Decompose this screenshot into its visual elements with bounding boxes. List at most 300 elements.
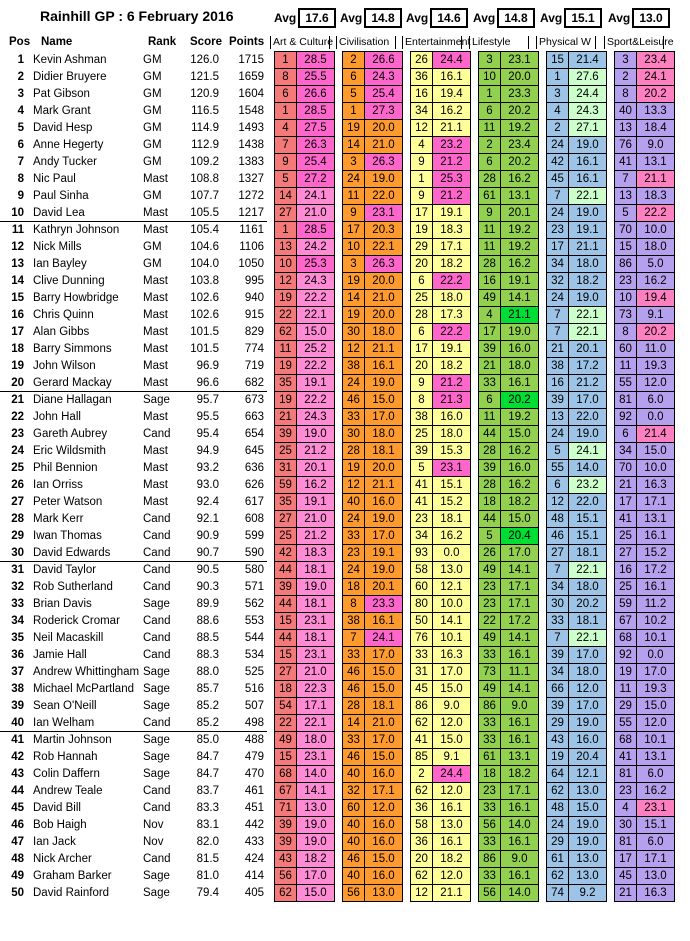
- rank-cell: Sage: [141, 732, 179, 749]
- category-score-cell: 19.4: [433, 86, 471, 103]
- category-rank-cell: 12: [411, 120, 433, 137]
- category-score-cell: 21.0: [365, 290, 403, 307]
- spacer: [335, 171, 343, 188]
- table-row: [0, 562, 675, 579]
- category-score-cell: 26.3: [365, 154, 403, 171]
- pos-cell: 24: [11, 445, 24, 457]
- category-rank-cell: 6: [479, 392, 501, 409]
- category-rank-cell: 30: [343, 324, 365, 341]
- category-score-cell: 11.0: [637, 341, 675, 358]
- category-score-cell: 19.0: [569, 715, 607, 732]
- category-rank-cell: 23: [343, 545, 365, 562]
- spacer: [267, 188, 275, 205]
- category-rank-cell: 25: [411, 290, 433, 307]
- spacer: [471, 103, 479, 120]
- category-rank-cell: 25: [275, 443, 297, 460]
- category-rank-cell: 24: [547, 137, 569, 154]
- category-rank-cell: 43: [547, 732, 569, 749]
- points-cell: 626: [244, 479, 264, 491]
- category-score-cell: 18.1: [365, 443, 403, 460]
- category-score-cell: 16.2: [637, 783, 675, 800]
- score-cell: 105.4: [179, 222, 223, 239]
- category-score-cell: 20.1: [569, 341, 607, 358]
- spacer: [267, 851, 275, 868]
- category-score-cell: 15.0: [501, 426, 539, 443]
- category-score-cell: 18.1: [365, 698, 403, 715]
- category-score-cell: 21.2: [433, 375, 471, 392]
- category-score-cell: 14.1: [501, 290, 539, 307]
- category-rank-cell: 44: [275, 562, 297, 579]
- category-score-cell: 21.2: [433, 154, 471, 171]
- rank-cell: GM: [143, 139, 162, 151]
- category-score-cell: 24.1: [365, 630, 403, 647]
- category-score-cell: 11.2: [637, 596, 675, 613]
- category-rank-cell: 38: [343, 613, 365, 630]
- pos-cell: 41: [0, 732, 30, 749]
- category-score-cell: 13.0: [433, 562, 471, 579]
- pos-cell: 13: [11, 258, 24, 270]
- category-score-cell: 15.1: [569, 528, 607, 545]
- category-score-cell: 18.2: [297, 851, 335, 868]
- category-rank-cell: 9: [411, 375, 433, 392]
- spacer: [539, 885, 547, 902]
- table-row: [0, 426, 675, 443]
- pos-cell: 47: [11, 836, 24, 848]
- spacer: [267, 154, 275, 171]
- table-row: [0, 239, 675, 256]
- category-rank-cell: 7: [615, 171, 637, 188]
- category-score-cell: 25.4: [297, 154, 335, 171]
- spacer: [539, 409, 547, 426]
- table-row: [0, 154, 675, 171]
- score-cell: 96.6: [196, 376, 219, 389]
- category-rank-cell: 49: [479, 290, 501, 307]
- category-score-cell: 12.0: [433, 868, 471, 885]
- score-cell: 104.6: [190, 241, 219, 253]
- pos-cell: 20: [11, 376, 24, 389]
- category-score-cell: 20.2: [637, 86, 675, 103]
- category-score-cell: 23.1: [637, 800, 675, 817]
- category-rank-cell: 46: [343, 681, 365, 698]
- category-rank-cell: 18: [275, 681, 297, 698]
- spacer: [607, 834, 615, 851]
- category-rank-cell: 16: [479, 273, 501, 290]
- category-score-cell: 21.2: [297, 443, 335, 460]
- category-score-cell: 14.1: [433, 613, 471, 630]
- category-rank-cell: 10: [275, 256, 297, 273]
- category-rank-cell: 21: [615, 885, 637, 902]
- category-score-cell: 17.0: [569, 698, 607, 715]
- category-rank-cell: 8: [615, 324, 637, 341]
- category-score-cell: 12.0: [637, 715, 675, 732]
- points-cell: 562: [244, 598, 264, 610]
- rank-cell: Cand: [143, 546, 171, 559]
- spacer: [403, 222, 411, 239]
- category-rank-cell: 41: [615, 154, 637, 171]
- rank-cell: Sage: [143, 870, 170, 882]
- category-score-cell: 19.0: [569, 290, 607, 307]
- category-rank-cell: 61: [547, 851, 569, 868]
- category-rank-cell: 5: [343, 86, 365, 103]
- pos-cell: 26: [11, 479, 24, 491]
- category-rank-cell: 92: [615, 409, 637, 426]
- spacer: [403, 52, 411, 69]
- spacer: [267, 460, 275, 477]
- pos-cell: 30: [11, 546, 24, 559]
- spacer: [539, 341, 547, 358]
- spacer: [267, 783, 275, 800]
- category-rank-cell: 62: [547, 783, 569, 800]
- score-cell: 88.6: [196, 615, 219, 627]
- score-cell: 105.5: [190, 206, 219, 219]
- spacer: [539, 834, 547, 851]
- score-cell: 112.9: [191, 139, 219, 151]
- spacer: [607, 137, 615, 154]
- category-score-cell: 18.0: [433, 426, 471, 443]
- category-score-cell: 21.0: [297, 511, 335, 528]
- category-score-cell: 22.0: [569, 409, 607, 426]
- spacer: [403, 630, 411, 647]
- spacer: [403, 205, 411, 222]
- category-rank-cell: 86: [479, 851, 501, 868]
- category-score-cell: 0.0: [637, 409, 675, 426]
- category-score-cell: 20.2: [501, 154, 539, 171]
- spacer: [471, 562, 479, 579]
- table-row: [0, 290, 675, 307]
- category-rank-cell: 2: [615, 69, 637, 86]
- avg-label: Avg: [540, 11, 563, 25]
- category-score-cell: 20.4: [569, 749, 607, 766]
- pos-cell: 49: [11, 870, 24, 882]
- spacer: [471, 273, 479, 290]
- category-score-cell: 14.0: [501, 817, 539, 834]
- category-rank-cell: 11: [615, 681, 637, 698]
- category-rank-cell: 24: [547, 817, 569, 834]
- category-score-cell: 17.0: [297, 868, 335, 885]
- spacer: [539, 868, 547, 885]
- name-cell: John Wilson: [33, 360, 96, 372]
- category-rank-cell: 33: [479, 800, 501, 817]
- category-rank-cell: 6: [479, 103, 501, 120]
- name-cell: David Edwards: [33, 546, 111, 559]
- category-score-cell: 24.1: [297, 188, 335, 205]
- spacer: [471, 681, 479, 698]
- points-cell: 636: [244, 462, 264, 474]
- table-row: [0, 664, 675, 681]
- category-score-cell: 13.1: [637, 511, 675, 528]
- spacer: [539, 630, 547, 647]
- category-rank-cell: 35: [275, 494, 297, 511]
- category-score-cell: 19.0: [569, 834, 607, 851]
- category-score-cell: 16.2: [433, 528, 471, 545]
- category-score-cell: 17.0: [365, 732, 403, 749]
- category-score-cell: 21.2: [569, 375, 607, 392]
- spacer: [403, 103, 411, 120]
- spacer: [267, 715, 275, 732]
- spacer: [335, 239, 343, 256]
- category-score-cell: 15.0: [433, 681, 471, 698]
- spacer: [539, 783, 547, 800]
- spacer: [403, 545, 411, 562]
- spacer: [335, 120, 343, 137]
- name-cell: Peter Watson: [33, 496, 103, 508]
- name-cell: Brian Davis: [33, 598, 92, 610]
- name-cell: David Bill: [33, 802, 81, 814]
- score-cell: 88.3: [196, 649, 219, 661]
- category-score-cell: 22.1: [297, 307, 335, 324]
- spacer: [539, 324, 547, 341]
- category-score-cell: 18.2: [501, 766, 539, 783]
- category-score-cell: 23.1: [297, 749, 335, 766]
- category-rank-cell: 11: [479, 409, 501, 426]
- pos-cell: 33: [11, 598, 24, 610]
- spacer: [607, 392, 615, 409]
- category-score-cell: 16.1: [637, 579, 675, 596]
- spacer: [335, 69, 343, 86]
- category-score-cell: 6.0: [637, 766, 675, 783]
- category-score-cell: 24.3: [297, 273, 335, 290]
- category-name-civilisation: Civilisation: [336, 36, 396, 49]
- category-score-cell: 9.0: [637, 137, 675, 154]
- category-rank-cell: 42: [275, 545, 297, 562]
- points-cell: 940: [244, 292, 264, 304]
- category-score-cell: 25.4: [365, 86, 403, 103]
- spacer: [539, 307, 547, 324]
- category-rank-cell: 13: [615, 120, 637, 137]
- category-score-cell: 19.1: [569, 222, 607, 239]
- score-cell: 109.2: [190, 156, 219, 168]
- category-score-cell: 21.3: [433, 392, 471, 409]
- category-score-cell: 27.2: [297, 171, 335, 188]
- category-score-cell: 16.1: [501, 800, 539, 817]
- spacer: [471, 86, 479, 103]
- category-score-cell: 19.0: [365, 511, 403, 528]
- category-rank-cell: 33: [479, 375, 501, 392]
- spacer: [471, 205, 479, 222]
- category-score-cell: 14.0: [569, 460, 607, 477]
- category-rank-cell: 29: [547, 715, 569, 732]
- category-score-cell: 17.0: [637, 664, 675, 681]
- pos-cell: 28: [11, 513, 24, 525]
- category-score-cell: 19.0: [297, 426, 335, 443]
- category-score-cell: 27.5: [297, 120, 335, 137]
- spacer: [403, 868, 411, 885]
- category-score-cell: 20.1: [501, 205, 539, 222]
- avg-label: Avg: [608, 11, 631, 25]
- category-name-lifestyle: Lifestyle: [469, 36, 529, 49]
- spacer: [539, 460, 547, 477]
- category-score-cell: 18.1: [569, 545, 607, 562]
- category-rank-cell: 24: [343, 511, 365, 528]
- spacer: [607, 154, 615, 171]
- table-row: [0, 392, 675, 409]
- spacer: [539, 120, 547, 137]
- spacer: [335, 800, 343, 817]
- spacer: [267, 103, 275, 120]
- category-rank-cell: 45: [411, 681, 433, 698]
- score-cell: 95.5: [196, 411, 219, 423]
- category-score-cell: 18.0: [297, 732, 335, 749]
- category-score-cell: 0.0: [637, 647, 675, 664]
- spacer: [267, 341, 275, 358]
- category-score-cell: 19.0: [569, 426, 607, 443]
- category-rank-cell: 62: [275, 885, 297, 902]
- spacer: [471, 528, 479, 545]
- rank-cell: Cand: [143, 785, 171, 797]
- category-rank-cell: 6: [547, 477, 569, 494]
- table-row: [0, 324, 675, 341]
- category-rank-cell: 73: [479, 664, 501, 681]
- spacer: [267, 681, 275, 698]
- spacer: [471, 511, 479, 528]
- category-rank-cell: 5: [275, 171, 297, 188]
- category-score-cell: 19.1: [501, 273, 539, 290]
- name-cell: Gareth Aubrey: [33, 428, 108, 440]
- pos-cell: 4: [17, 105, 24, 117]
- category-score-cell: 17.1: [297, 698, 335, 715]
- score-cell: 90.3: [196, 581, 219, 593]
- spacer: [539, 443, 547, 460]
- category-score-cell: 19.0: [365, 375, 403, 392]
- avg-entertainment: [402, 6, 462, 30]
- score-cell: 102.6: [190, 309, 219, 321]
- points-cell: 915: [244, 309, 264, 321]
- category-rank-cell: 2: [479, 137, 501, 154]
- category-rank-cell: 38: [411, 409, 433, 426]
- category-score-cell: 15.0: [501, 511, 539, 528]
- category-score-cell: 22.2: [433, 324, 471, 341]
- category-rank-cell: 15: [275, 613, 297, 630]
- category-score-cell: 17.0: [569, 392, 607, 409]
- score-cell: 84.7: [196, 751, 219, 763]
- category-rank-cell: 1: [411, 171, 433, 188]
- spacer: [471, 239, 479, 256]
- category-rank-cell: 21: [547, 341, 569, 358]
- name-cell: Mark Grant: [33, 105, 91, 117]
- category-rank-cell: 2: [411, 766, 433, 783]
- category-rank-cell: 27: [275, 511, 297, 528]
- category-score-cell: 19.3: [637, 358, 675, 375]
- category-rank-cell: 60: [343, 800, 365, 817]
- category-rank-cell: 26: [479, 545, 501, 562]
- spacer: [607, 885, 615, 902]
- category-rank-cell: 28: [479, 443, 501, 460]
- spacer: [607, 171, 615, 188]
- rank-header: Rank: [148, 36, 177, 48]
- points-cell: 829: [244, 326, 264, 338]
- category-rank-cell: 23: [615, 273, 637, 290]
- category-score-cell: 19.0: [569, 205, 607, 222]
- category-rank-cell: 86: [479, 698, 501, 715]
- rank-cell: Cand: [143, 615, 171, 627]
- category-score-cell: 17.2: [569, 358, 607, 375]
- pos-cell: 38: [11, 683, 24, 695]
- spacer: [607, 86, 615, 103]
- category-rank-cell: 76: [411, 630, 433, 647]
- category-rank-cell: 24: [547, 426, 569, 443]
- score-cell: 81.5: [196, 853, 219, 865]
- category-rank-cell: 39: [479, 460, 501, 477]
- category-score-cell: 22.2: [433, 273, 471, 290]
- category-score-cell: 16.1: [501, 732, 539, 749]
- category-score-cell: 9.0: [501, 851, 539, 868]
- category-rank-cell: 44: [275, 630, 297, 647]
- spacer: [539, 664, 547, 681]
- rank-cell: Cand: [143, 632, 171, 644]
- spacer: [471, 120, 479, 137]
- pos-cell: 36: [11, 649, 24, 661]
- category-rank-cell: 1: [275, 52, 297, 69]
- category-rank-cell: 1: [275, 103, 297, 120]
- rank-cell: Mast: [143, 206, 168, 219]
- name-cell: Jamie Hall: [33, 649, 87, 661]
- category-rank-cell: 25: [615, 528, 637, 545]
- category-score-cell: 23.1: [433, 460, 471, 477]
- category-score-cell: 28.5: [297, 103, 335, 120]
- category-score-cell: 19.0: [365, 562, 403, 579]
- category-score-cell: 20.2: [501, 392, 539, 409]
- name-cell: Andy Tucker: [33, 156, 97, 168]
- spacer: [267, 205, 275, 222]
- points-cell: 1272: [238, 190, 264, 202]
- spacer: [607, 596, 615, 613]
- spacer: [539, 273, 547, 290]
- category-rank-cell: 17: [479, 324, 501, 341]
- category-rank-cell: 9: [411, 188, 433, 205]
- spacer: [471, 171, 479, 188]
- avg-label: Avg: [274, 11, 297, 25]
- category-rank-cell: 7: [547, 188, 569, 205]
- spacer: [335, 783, 343, 800]
- pos-cell: 50: [11, 887, 24, 899]
- points-cell: 1604: [238, 88, 264, 100]
- spacer: [335, 766, 343, 783]
- spacer: [607, 52, 615, 69]
- category-rank-cell: 58: [411, 562, 433, 579]
- category-score-cell: 16.2: [501, 256, 539, 273]
- points-cell: 663: [244, 411, 264, 423]
- category-rank-cell: 7: [547, 562, 569, 579]
- category-rank-cell: 31: [275, 460, 297, 477]
- spacer: [403, 766, 411, 783]
- spacer: [607, 715, 615, 732]
- category-score-cell: 16.1: [501, 715, 539, 732]
- table-row: [0, 715, 675, 732]
- table-row: [0, 783, 675, 800]
- category-score-cell: 13.0: [637, 868, 675, 885]
- name-cell: Bob Haigh: [33, 819, 87, 831]
- rank-cell: Sage: [143, 666, 170, 678]
- category-rank-cell: 46: [343, 664, 365, 681]
- rank-cell: Mast: [143, 376, 168, 389]
- category-score-cell: 17.1: [637, 851, 675, 868]
- spacer: [403, 579, 411, 596]
- category-score-cell: 26.6: [365, 52, 403, 69]
- spacer: [403, 120, 411, 137]
- category-rank-cell: 21: [615, 477, 637, 494]
- spacer: [403, 460, 411, 477]
- table-row: [0, 732, 675, 749]
- pos-cell: 8: [17, 173, 24, 185]
- name-cell: Andrew Whittingham: [33, 666, 140, 678]
- spacer: [471, 137, 479, 154]
- category-score-cell: 21.1: [637, 171, 675, 188]
- category-score-cell: 22.1: [569, 562, 607, 579]
- category-rank-cell: 67: [275, 783, 297, 800]
- category-score-cell: 19.0: [297, 817, 335, 834]
- score-cell: 95.7: [179, 392, 223, 409]
- spacer: [539, 222, 547, 239]
